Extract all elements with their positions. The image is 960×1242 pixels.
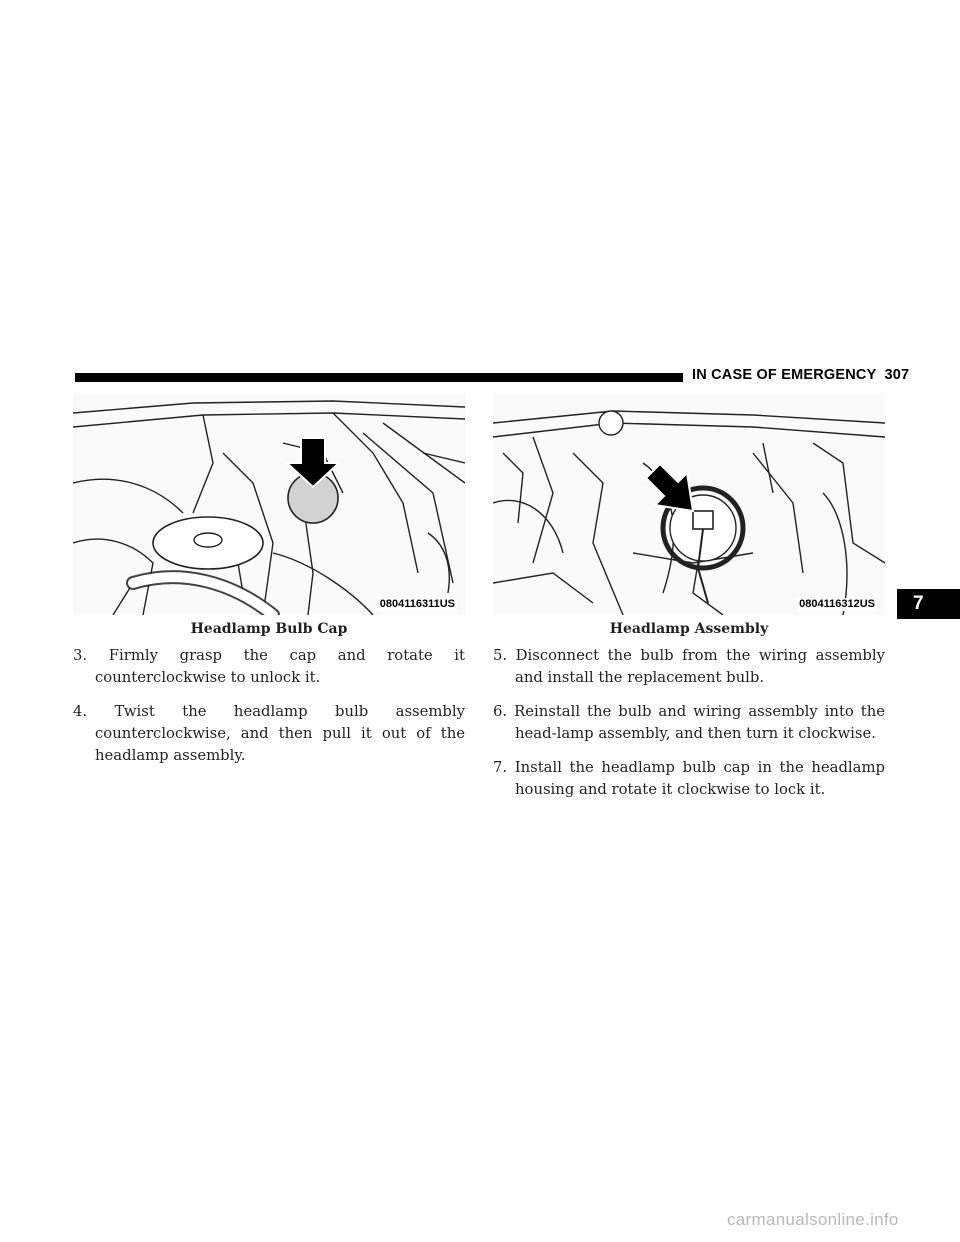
- figure-code: 0804116312US: [799, 598, 875, 610]
- left-column: [73, 645, 465, 779]
- bulb-connector: [693, 511, 713, 529]
- reservoir-cap: [153, 517, 263, 569]
- page-number: 307: [884, 367, 910, 383]
- step-7: 7. Install the headlamp bulb cap in the headlamp housing and rotate it clockwise to lock it.: [493, 759, 885, 798]
- right-column: [493, 645, 885, 813]
- header-rule: [75, 373, 683, 382]
- watermark: carmanualsonline.info: [727, 1210, 899, 1229]
- figure-code: 0804116311US: [379, 598, 455, 610]
- step-6: 6. Reinstall the bulb and wiring assembly into the head-lamp assembly, and then turn it clockwise.: [493, 703, 885, 742]
- figure-caption: Headlamp Assembly: [609, 621, 769, 637]
- step-5: 5. Disconnect the bulb from the wiring assembly and install the replacement bulb.: [493, 647, 885, 686]
- diagonal-arrow-icon: [643, 464, 693, 511]
- chapter-tab: 7: [897, 589, 960, 619]
- step-3: 3. Firmly grasp the cap and rotate it counterclockwise to unlock it.: [73, 647, 465, 686]
- figure-headlamp-assembly: [493, 393, 885, 615]
- running-header: [692, 367, 909, 383]
- figure-headlamp-bulb-cap: [73, 393, 465, 615]
- engine-bay-illustration-2: [493, 393, 885, 615]
- section-title: IN CASE OF EMERGENCY: [692, 367, 877, 383]
- engine-bay-illustration-1: [73, 393, 465, 615]
- figure-caption: Headlamp Bulb Cap: [190, 621, 348, 637]
- step-4: 4. Twist the headlamp bulb assembly counterclockwise, and then pull it out of the headlamp assembly.: [73, 703, 465, 764]
